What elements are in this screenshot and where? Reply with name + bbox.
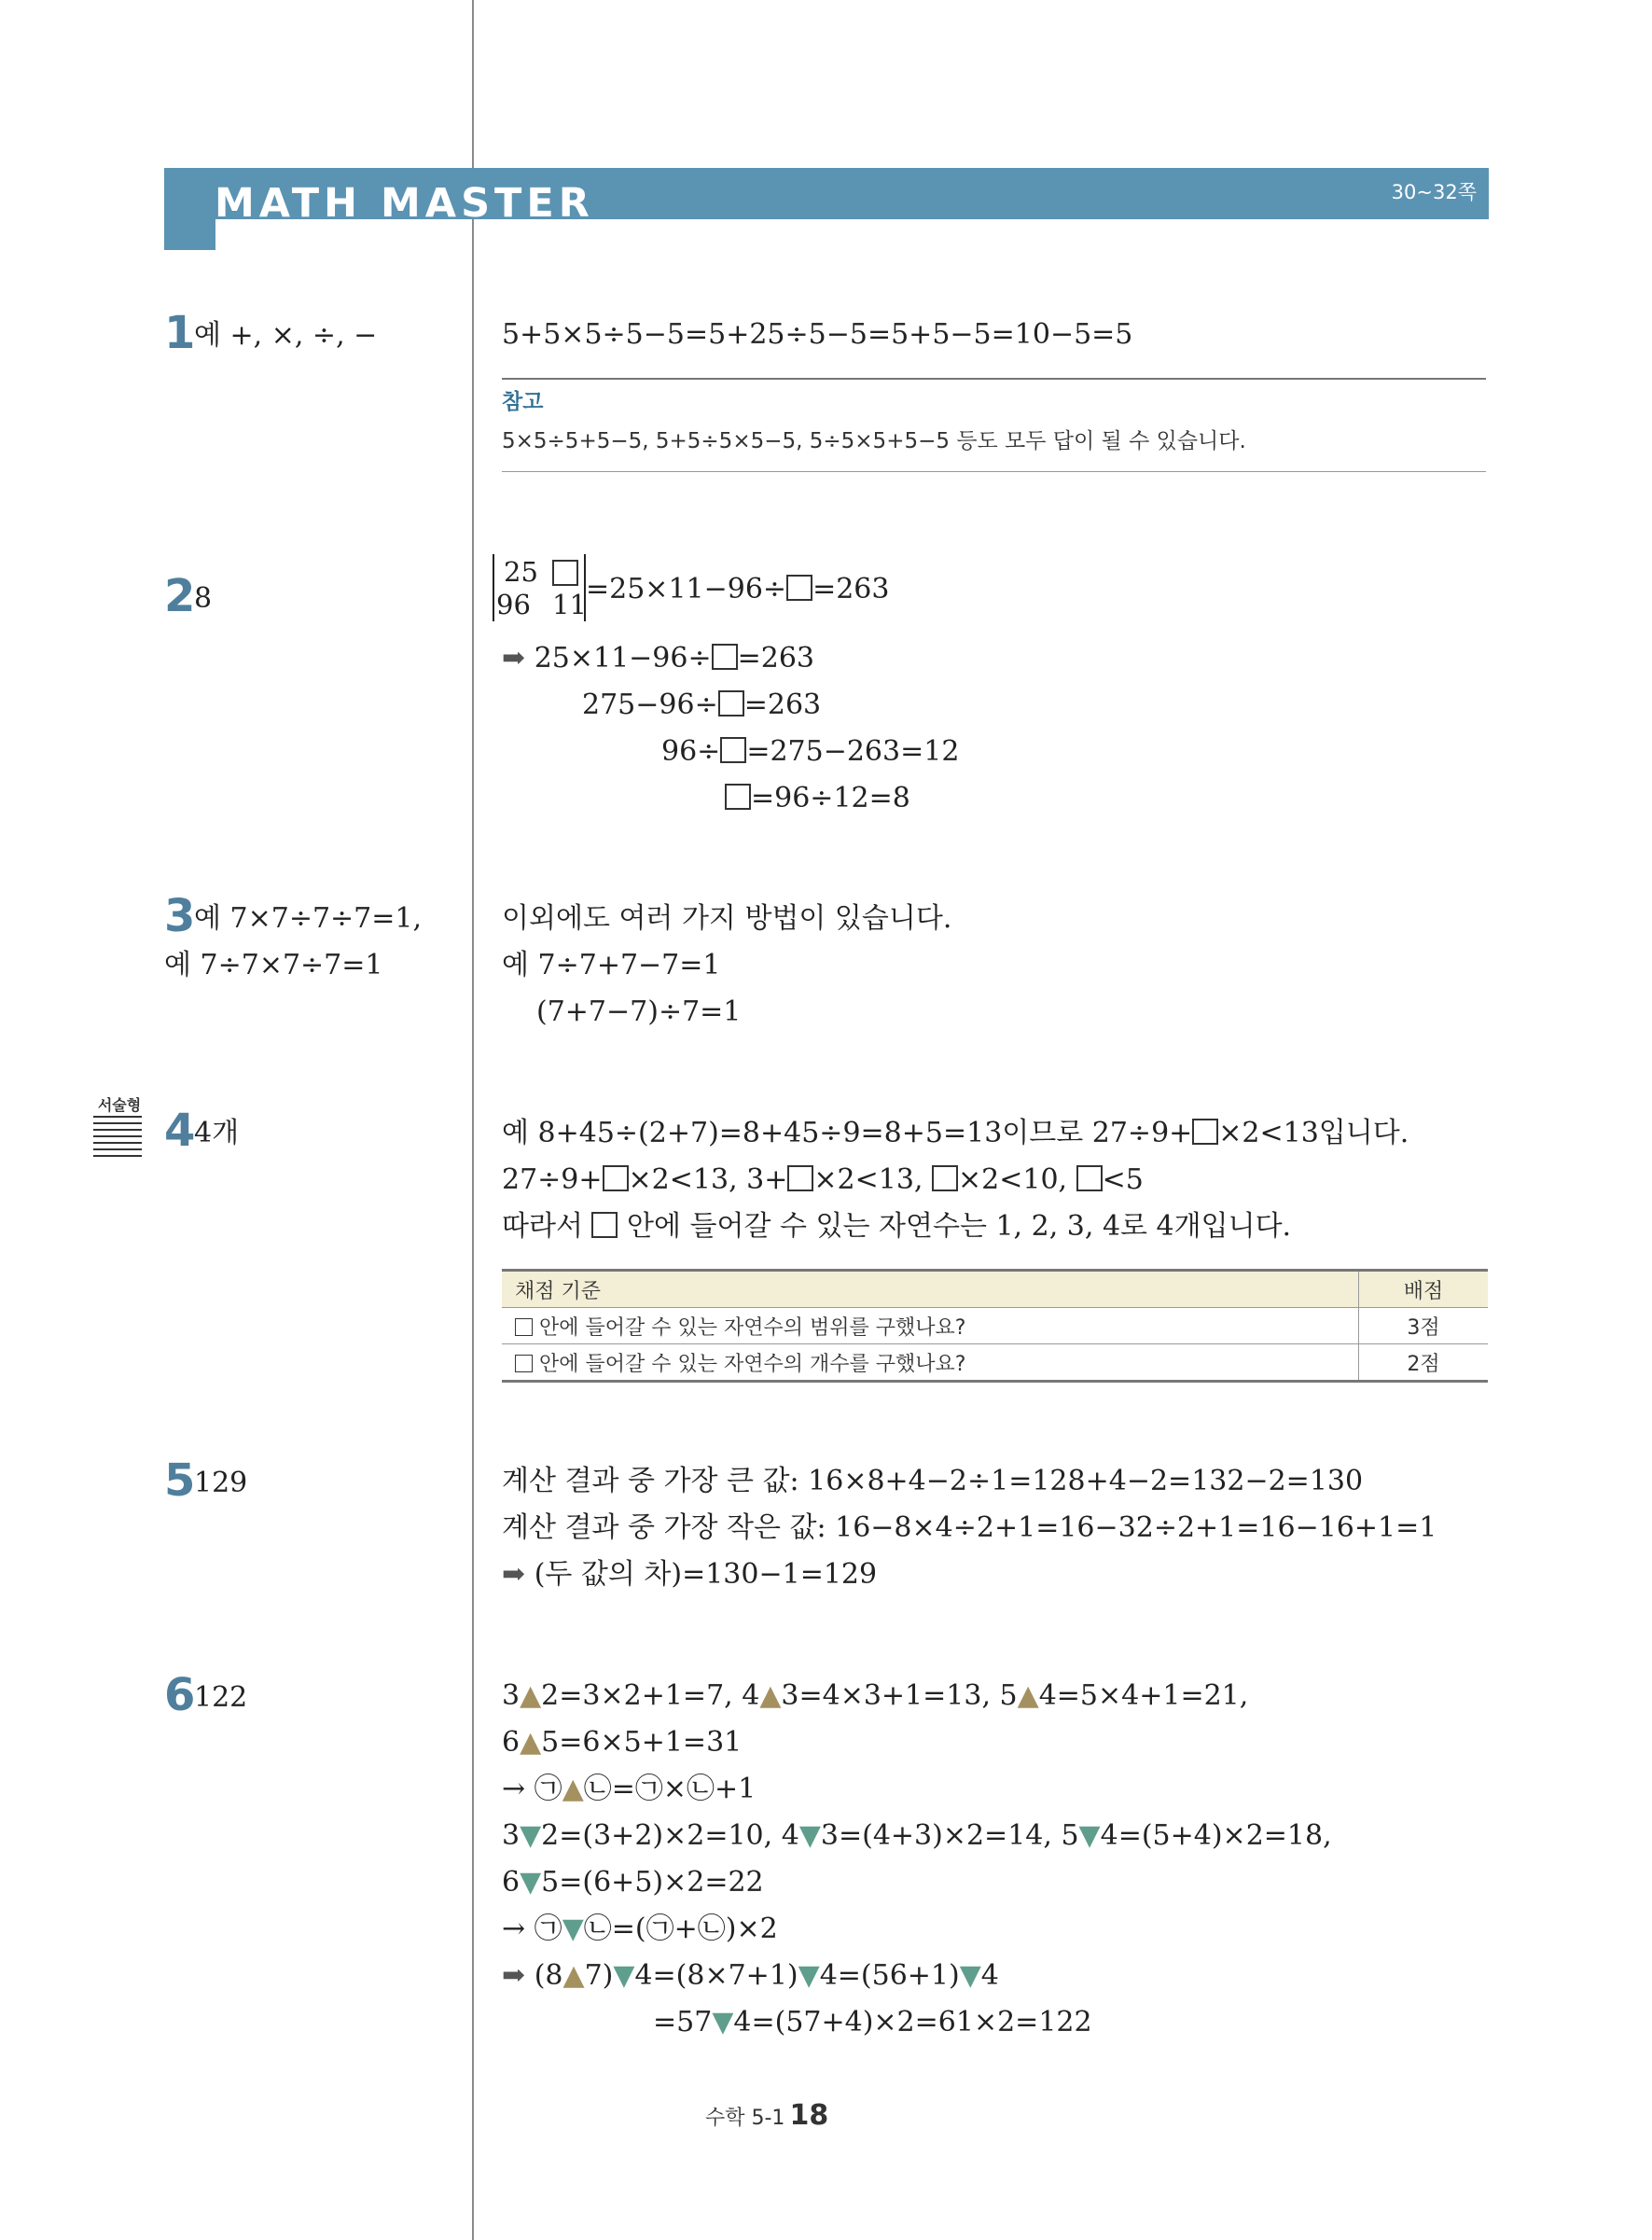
- grading-row-score: 2점: [1359, 1344, 1489, 1382]
- q2-step2: 275−96÷ =263: [582, 689, 822, 721]
- grading-row-criterion: 안에 들어갈 수 있는 자연수의 개수를 구했나요?: [502, 1344, 1359, 1382]
- grading-row-score: 3점: [1359, 1308, 1489, 1344]
- q5-answer: 129: [194, 1467, 248, 1499]
- q6-line7: ➡ (8▲7)▼4=(8×7+1)▼4=(56+1)▼4: [502, 1959, 999, 1992]
- q4-line1: 예 8+45÷(2+7)=8+45÷9=8+5=13이므로 27÷9+ ×2<13입니다.: [502, 1117, 1409, 1149]
- q2-number: 2: [164, 570, 196, 622]
- q5-line2: 계산 결과 중 가장 작은 값: 16−8×4÷2+1=16−32÷2+1=16−16+1=1: [502, 1511, 1437, 1544]
- q1-solution: 5+5×5÷5−5=5+25÷5−5=5+5−5=10−5=5: [502, 318, 1133, 351]
- q6-answer: 122: [194, 1681, 248, 1714]
- q2-step1: ➡ 25×11−96÷ =263: [502, 642, 815, 675]
- q4-line3: 따라서 안에 들어갈 수 있는 자연수는 1, 2, 3, 4로 4개입니다.: [502, 1210, 1292, 1243]
- q6-number: 6: [164, 1669, 196, 1721]
- q3-line3: (7+7−7)÷7=1: [536, 995, 742, 1028]
- q2-equation: =25×11−96÷ =263: [586, 573, 890, 605]
- note-top-rule: [502, 378, 1486, 380]
- q5-line3: ➡ (두 값의 차)=130−1=129: [502, 1558, 878, 1591]
- q6-line4: 3▼2=(3+2)×2=10, 4▼3=(4+3)×2=14, 5▼4=(5+4)×2=18,: [502, 1819, 1332, 1852]
- grading-header-label: 채점 기준: [502, 1271, 1359, 1308]
- q4-line2: 27÷9+ ×2<13, 3+ ×2<13, ×2<10, <5: [502, 1163, 1144, 1196]
- q5-line1: 계산 결과 중 가장 큰 값: 16×8+4−2÷1=128+4−2=132−2=130: [502, 1465, 1364, 1497]
- det-a: 25: [504, 556, 538, 588]
- banner-tab: [164, 168, 215, 250]
- q4-answer: 4개: [194, 1117, 240, 1149]
- q6-line8: =57▼4=(57+4)×2=61×2=122: [653, 2006, 1092, 2038]
- q3-answer-1: 예 7×7÷7÷7=1,: [194, 902, 423, 935]
- q6-line3: → ㉠▲㉡=㉠×㉡+1: [502, 1773, 757, 1805]
- q4-number: 4: [164, 1105, 196, 1157]
- q6-line2: 6▲5=6×5+1=31: [502, 1726, 743, 1759]
- footer-subject: 수학 5-1: [705, 2107, 785, 2130]
- grading-table: [502, 1269, 1488, 1383]
- q3-line1: 이외에도 여러 가지 방법이 있습니다.: [502, 902, 952, 935]
- page-footer: [705, 2099, 828, 2132]
- det-d: 11: [552, 589, 587, 620]
- q6-line5: 6▼5=(6+5)×2=22: [502, 1866, 764, 1899]
- note-bottom-rule: [502, 471, 1486, 472]
- det-c: 96: [496, 589, 531, 620]
- essay-lines-icon: [93, 1116, 142, 1157]
- q3-line2: 예 7÷7+7−7=1: [502, 949, 721, 981]
- q2-step4: =96÷12=8: [725, 775, 910, 822]
- banner-pages: 30~32쪽: [1391, 181, 1477, 203]
- q1-note-text: 5×5÷5+5−5, 5+5÷5×5−5, 5÷5×5+5−5 등도 모두 답이 될 수 있습니다.: [502, 429, 1246, 453]
- q2-answer: 8: [194, 582, 213, 615]
- grading-row-criterion: 안에 들어갈 수 있는 자연수의 범위를 구했나요?: [502, 1308, 1359, 1344]
- q6-line1: 3▲2=3×2+1=7, 4▲3=4×3+1=13, 5▲4=5×4+1=21,: [502, 1679, 1249, 1712]
- q2-step3: 96÷ =275−263=12: [661, 735, 960, 768]
- column-divider: [472, 0, 474, 2240]
- q1-number: 1: [164, 307, 196, 359]
- q5-number: 5: [164, 1454, 196, 1507]
- grading-row: [502, 1344, 1488, 1382]
- q1-answer: 예 +, ×, ÷, −: [194, 319, 378, 352]
- q3-number: 3: [164, 890, 196, 942]
- essay-tag: 서술형: [97, 1096, 142, 1114]
- q1-note-title: 참고: [502, 390, 544, 414]
- grading-row: [502, 1308, 1488, 1344]
- banner-title: MATH MASTER: [215, 180, 594, 227]
- q3-answer-2: 예 7÷7×7÷7=1: [164, 949, 383, 981]
- q2-determinant: [493, 554, 586, 621]
- q6-line6: → ㉠▼㉡=(㉠+㉡)×2: [502, 1913, 778, 1945]
- page-number: 18: [789, 2099, 829, 2132]
- grading-header-row: [502, 1271, 1488, 1308]
- grading-header-score: 배점: [1359, 1271, 1489, 1308]
- det-b-box: [552, 558, 578, 590]
